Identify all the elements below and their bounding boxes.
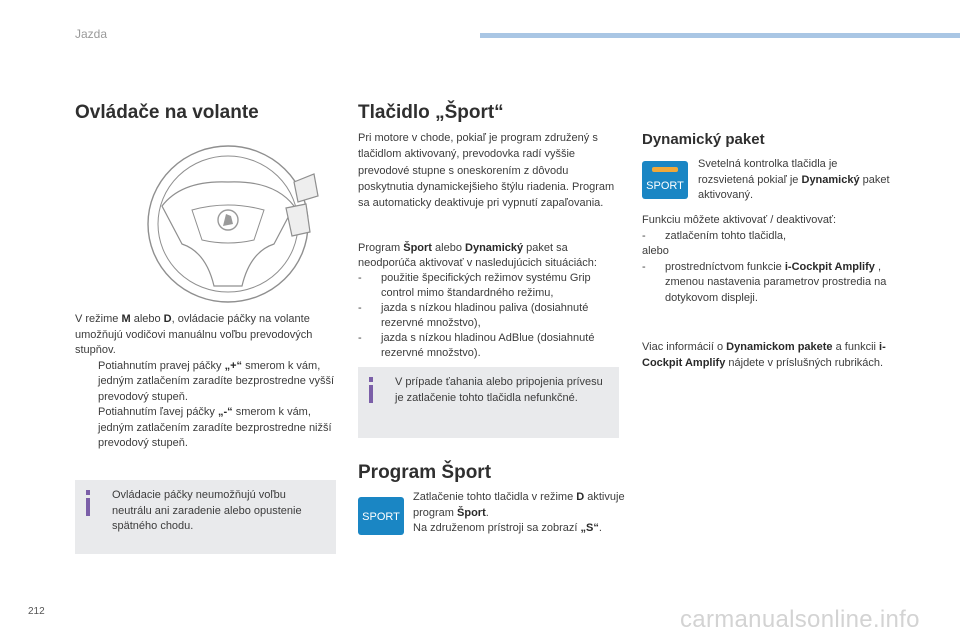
sport-not-recommended: Program Šport alebo Dynamický paket sa neodporúča aktivovať v nasledujúcich situáciách: - použitie špecifických režimov systému Grip control mimo štandardného režimu, - jazda s nízkou hladinou paliva (dosiahnuté rezervné množstvo), - jazda s nízkou hladinou AdBlue (dosiahnuté rezervné množstvo). xyxy=(358,241,622,361)
watermark: carmanualsonline.info xyxy=(680,606,920,633)
header-bar xyxy=(480,33,960,38)
title-program-sport: Program Šport xyxy=(358,462,492,483)
lamp-indicator xyxy=(652,167,678,172)
list-item: - jazda s nízkou hladinou paliva (dosiahnuté rezervné množstvo), xyxy=(358,302,589,329)
dynamic-activation: Funkciu môžete aktivovať / deaktivovať: - zatlačením tohto tlačidla, alebo - prostredníctvom funkcie i-Cockpit Amplify , zmenou nastavenia parametrov prostredia na dotykovom displeji. xyxy=(642,213,904,306)
lamp-description: Svetelná kontrolka tlačidla je rozsvietená pokiaľ je Dynamický paket aktivovaný. xyxy=(698,158,890,201)
bullet-downshift: Potiahnutím ľavej páčky „-“ smerom k vám, jedným zatlačením zaradíte bezprostredne nižší prevodový stupeň. xyxy=(98,406,332,449)
info-note-paddles: Ovládacie páčky neumožňujú voľbu neutrálu ani zaradenie alebo opustenie spätného chodu. xyxy=(75,480,336,554)
info-icon xyxy=(86,490,90,516)
lion-logo-icon xyxy=(218,210,238,230)
info-note-trailer: V prípade ťahania alebo pripojenia prívesu je zatlačenie tohto tlačidla nefunkčné. xyxy=(358,367,619,438)
info-icon xyxy=(369,377,373,403)
title-sport-button: Tlačidlo „Šport“ xyxy=(358,102,504,123)
sport-button-icon: SPORT xyxy=(358,497,404,535)
sport-button-lamp-icon: SPORT xyxy=(642,161,688,199)
title-steering-controls: Ovládače na volante xyxy=(75,102,259,123)
list-item: - zatlačením tohto tlačidla, xyxy=(642,229,787,242)
program-sport-text: Zatlačenie tohto tlačidla v režime D aktivuje program Šport. Na združenom prístroji sa zobrazí „S“. xyxy=(413,491,625,534)
sport-description: Pri motore v chode, pokiaľ je program združený s tlačidlom aktivovaný, prevodovka radí vyššie prevodové stupne s oneskorením z dôvodu poskytnutia dynamickejšieho štýlu riadenia. Program sa automaticky deaktivuje pri vypnutí zapaľovania. xyxy=(358,132,615,210)
list-item: - použitie špecifických režimov systému Grip control mimo štandardného režimu, xyxy=(358,272,591,299)
list-item: - prostredníctvom funkcie i-Cockpit Amplify , zmenou nastavenia parametrov prostredia na dotykovom displeji. xyxy=(642,260,887,304)
steering-wheel-illustration xyxy=(142,136,328,306)
title-dynamic-pack: Dynamický paket xyxy=(642,131,765,148)
section-label: Jazda xyxy=(75,27,108,41)
list-item: - jazda s nízkou hladinou AdBlue (dosiahnuté rezervné množstvo). xyxy=(358,332,595,359)
more-info: Viac informácií o Dynamickom pakete a funkcii i-Cockpit Amplify nájdete v príslušných rubrikách. xyxy=(642,341,886,369)
paddle-intro: V režime M alebo D, ovládacie páčky na volante umožňujú vodičovi manuálnu voľbu prevodových stupňov. Potiahnutím pravej páčky „+“ smerom k vám, jedným zatlačením zaradíte bezprostredne vyšší prevodový stupeň. Potiahnutím ľavej páčky „-“ smerom k vám, jedným zatlačením zaradíte bezprostredne nižší prevodový stupeň. xyxy=(75,312,337,452)
bullet-upshift: Potiahnutím pravej páčky „+“ smerom k vám, jedným zatlačením zaradíte bezprostredne vyšší prevodový stupeň. xyxy=(98,359,335,403)
page-number: 212 xyxy=(28,606,45,617)
